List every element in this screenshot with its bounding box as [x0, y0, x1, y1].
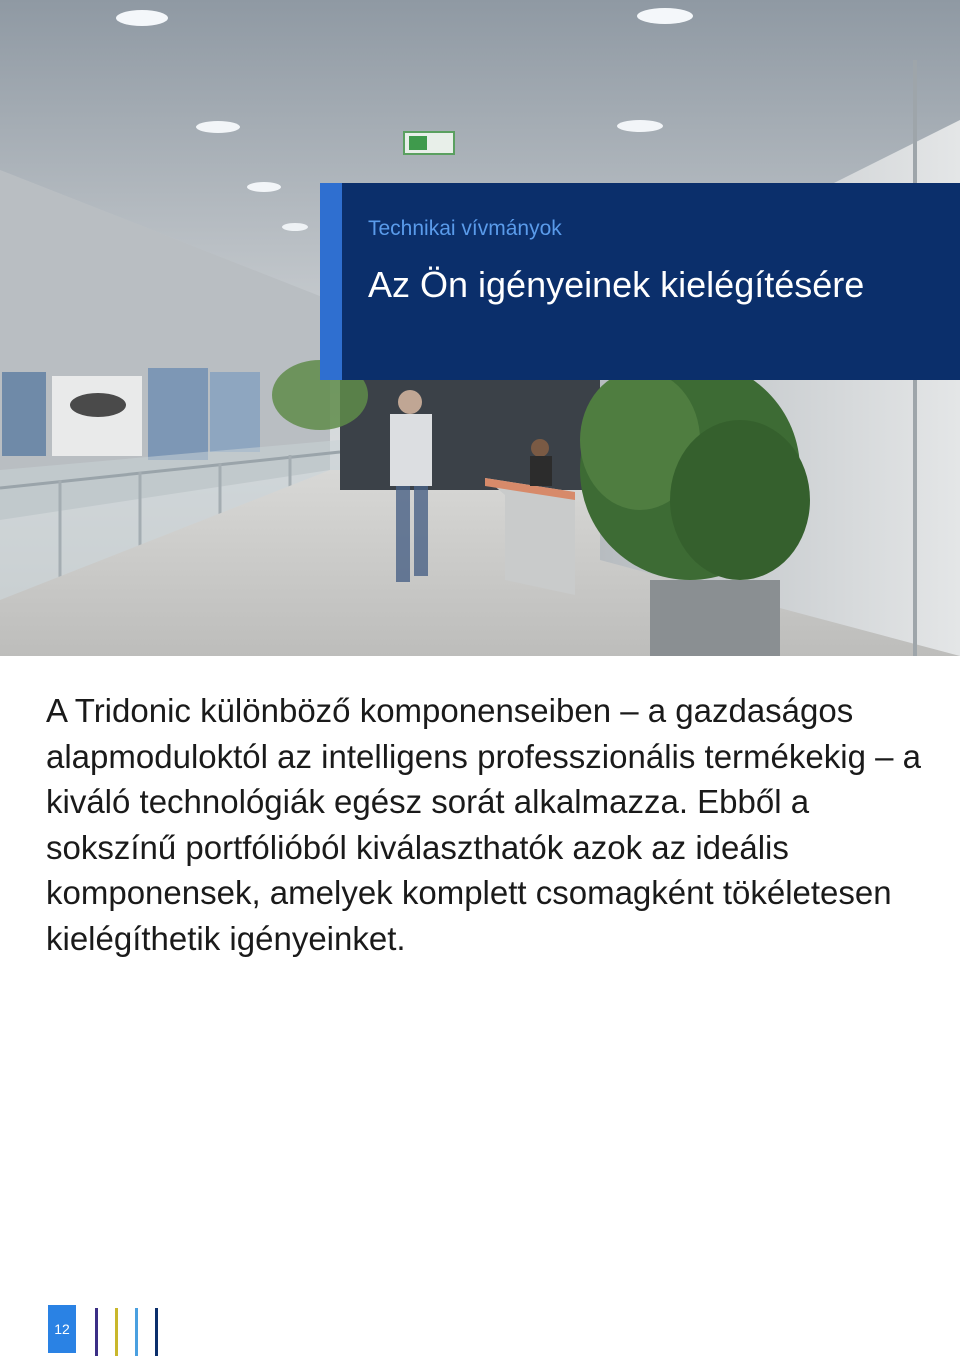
- footer-mark-2: [115, 1308, 118, 1356]
- body-paragraph: A Tridonic különböző komponenseiben – a gazdaságos alapmoduloktól az intelligens professzionális termékekig – a kiváló technológiák egész sorát alkalmazza. Ebből a sokszínű portfólióból kiválaszthatók azok az ideális komponensek, amelyek komplett csomagként tökéletesen kielégíthetik igényeinket.: [46, 692, 921, 957]
- page-number-badge: [48, 1305, 76, 1353]
- title-accent-bar: [320, 183, 342, 380]
- page-number: 12: [54, 1321, 70, 1337]
- section-kicker: Technikai vívmányok: [368, 217, 562, 240]
- hero-photo: [0, 0, 960, 656]
- page-title: Az Ön igényeinek kielégítésére: [368, 264, 865, 305]
- footer-mark-3: [135, 1308, 138, 1356]
- footer-mark-1: [95, 1308, 98, 1356]
- title-box: [320, 183, 960, 380]
- footer-mark-4: [155, 1308, 158, 1356]
